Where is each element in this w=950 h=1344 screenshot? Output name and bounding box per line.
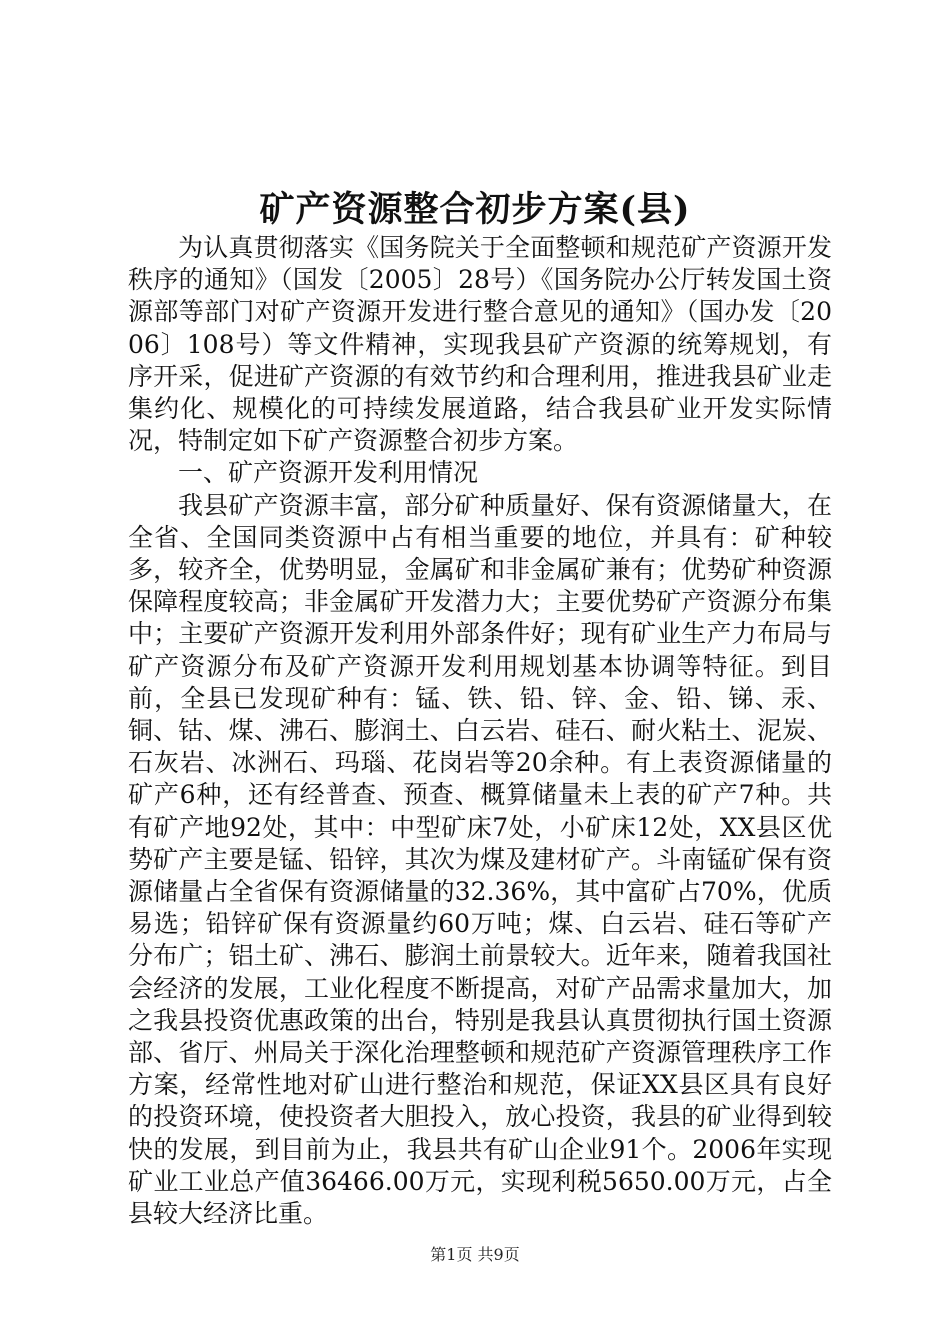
page-footer: 第1页 共9页 xyxy=(430,1245,520,1264)
document-body xyxy=(128,232,832,1230)
section-heading: 一、矿产资源开发利用情况 xyxy=(178,458,479,488)
document-title: 矿产资源整合初步方案(县) xyxy=(259,189,691,230)
intro-paragraph: 为认真贯彻落实《国务院关于全面整顿和规范矿产资源开发秩序的通知》（国发〔2005〕28号）《国务院办公厅转发国土资源部等部门对矿产资源开发进行整合意见的通知》（国办发〔2006〕108号）等文件精神，实现我县矿产资源的统筹规划，有序开采，促进矿产资源的有效节约和合理利用，推进我县矿业走集约化、规模化的可持续发展道路，结合我县矿业开发实际情况，特制定如下矿产资源整合初步方案。 xyxy=(128,233,832,456)
section-paragraph: 我县矿产资源丰富，部分矿种质量好、保有资源储量大，在全省、全国同类资源中占有相当重要的地位，并具有：矿种较多，较齐全，优势明显，金属矿和非金属矿兼有；优势矿种资源保障程度较高；非金属矿开发潜力大；主要优势矿产资源分布集中；主要矿产资源开发利用外部条件好；现有矿业生产力布局与矿产资源分布及矿产资源开发利用规划基本协调等特征。到目前，全县已发现矿种有：锰、铁、铅、锌、金、铅、锑、汞、铜、钴、煤、沸石、膨润土、白云岩、硅石、耐火粘土、泥炭、石灰岩、冰洲石、玛瑙、花岗岩等20余种。有上表资源储量的矿产6种，还有经普查、预查、概算储量未上表的矿产7种。共有矿产地92处，其中：中型矿床7处，小矿床12处，XX县区优势矿产主要是锰、铅锌，其次为煤及建材矿产。斗南锰矿保有资源储量占全省保有资源储量的32.36%，其中富矿占70%，优质易选；铅锌矿保有资源量约60万吨；煤、白云岩、硅石等矿产分布广；铝土矿、沸石、膨润土前景较大。近年来，随着我国社会经济的发展，工业化程度不断提高，对矿产品需求量加大，加之我县投资优惠政策的出台，特别是我县认真贯彻执行国土资源部、省厅、州局关于深化治理整顿和规范矿产资源管理秩序工作方案，经常性地对矿山进行整治和规范，保证XX县区具有良好的投资环境，使投资者大胆投入，放心投资，我县的矿业得到较快的发展，到目前为止，我县共有矿山企业91个。2006年实现矿业工业总产值36466.00万元，实现利税5650.00万元，占全县较大经济比重。 xyxy=(128,490,832,1229)
